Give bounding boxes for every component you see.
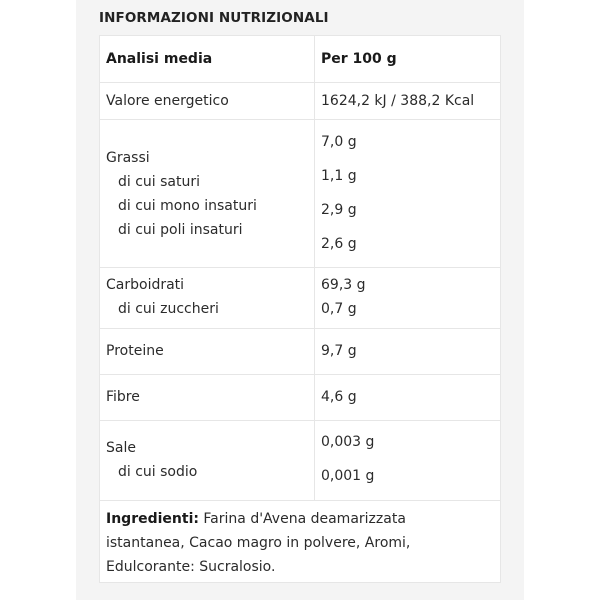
ingredients-text [106, 507, 486, 579]
energy-value: 1624,2 kJ / 388,2 Kcal [321, 93, 475, 109]
table-row-carbohydrates [100, 267, 500, 329]
salt-sodium-value: 0,001 g [321, 468, 375, 484]
fat-poly-value: 2,6 g [321, 236, 357, 252]
header-per-100g: Per 100 g [321, 51, 397, 67]
fibre-value: 4,6 g [321, 389, 357, 405]
header-analysis: Analisi media [106, 51, 213, 67]
carbs-sugar-value: 0,7 g [321, 301, 357, 317]
table-row-salt [100, 420, 500, 501]
carbs-label: Carboidrati [106, 277, 185, 293]
fat-saturated-label: di cui saturi [118, 174, 201, 190]
ingredients-list: Farina d'Avena deamarizzata istantanea, Cacao magro in polvere, Aromi, Edulcorante: Sucralosio. [106, 511, 411, 575]
fat-mono-label: di cui mono insaturi [118, 198, 257, 214]
table-row-energy [100, 82, 500, 120]
fat-mono-value: 2,9 g [321, 202, 357, 218]
fat-value: 7,0 g [321, 134, 357, 150]
table-row-fat [100, 119, 500, 268]
table-row-protein [100, 328, 500, 375]
fat-label: Grassi [106, 150, 150, 166]
ingredients-label: Ingredienti: [106, 511, 199, 527]
energy-label: Valore energetico [106, 93, 229, 109]
salt-sodium-label: di cui sodio [118, 464, 198, 480]
carbs-sugar-label: di cui zuccheri [118, 301, 219, 317]
fat-saturated-value: 1,1 g [321, 168, 357, 184]
salt-label: Sale [106, 440, 136, 456]
table-row-fibre [100, 374, 500, 421]
protein-value: 9,7 g [321, 343, 357, 359]
table-header-row [100, 36, 500, 83]
salt-value: 0,003 g [321, 434, 375, 450]
protein-label: Proteine [106, 343, 164, 359]
nutrition-table [99, 35, 501, 583]
page-title: INFORMAZIONI NUTRIZIONALI [99, 10, 329, 26]
fibre-label: Fibre [106, 389, 140, 405]
carbs-value: 69,3 g [321, 277, 366, 293]
fat-poly-label: di cui poli insaturi [118, 222, 243, 238]
